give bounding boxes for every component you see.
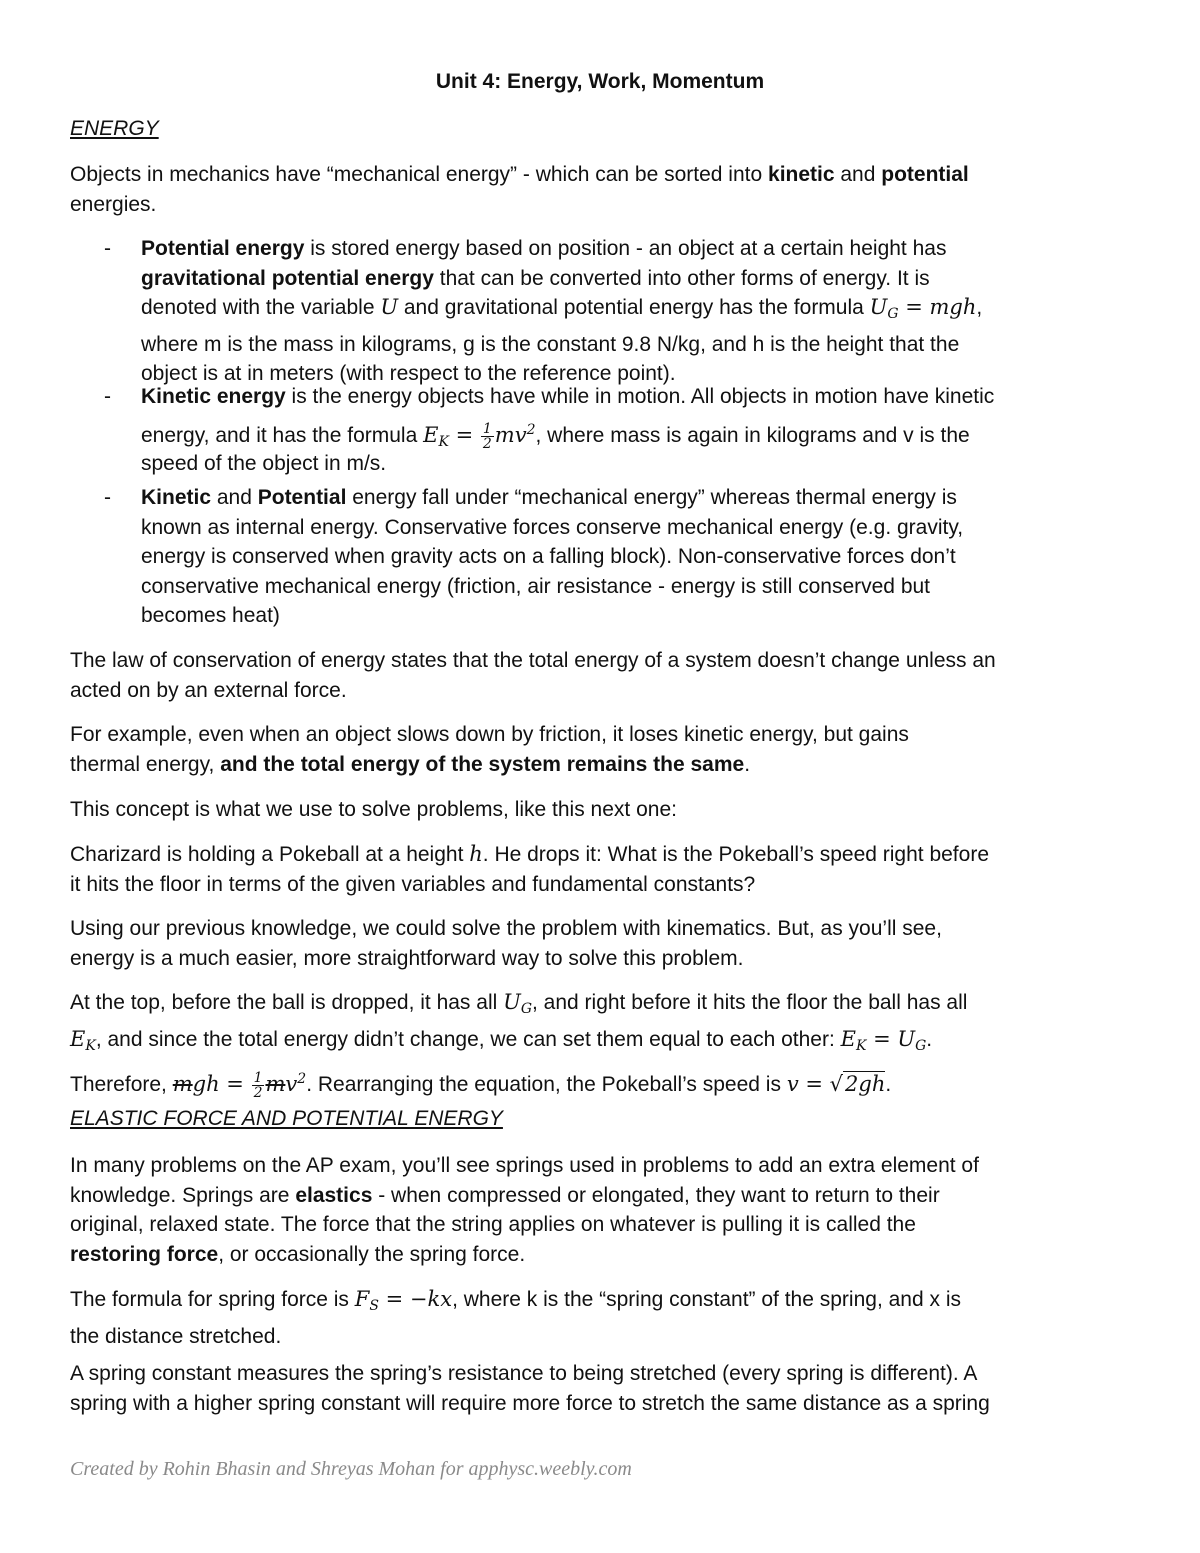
sqrt-symbol: √ [829, 1072, 844, 1096]
equation-speed [787, 1071, 886, 1096]
paragraph-text: energy is a much easier, more straightforward way to solve this problem. [70, 946, 744, 970]
paragraph-text: Charizard is holding a Pokeball at a height [70, 843, 470, 866]
formula-symbol: U [503, 990, 521, 1014]
term-potential: Potential [257, 486, 347, 509]
paragraph-text: . [744, 752, 751, 776]
bullet-text: and gravitational potential energy has the formula [398, 296, 870, 319]
formula-symbol: U [897, 1026, 916, 1051]
symbol-ek [70, 1026, 96, 1054]
paragraph-text: , and right before it hits the floor the ball has all [532, 991, 968, 1014]
bullet-text: where m is the mass in kilograms, g is the constant 9.8 N/kg, and h is the height that the [141, 332, 960, 356]
bullet-marker: - [104, 486, 111, 509]
fraction-numerator: 1 [482, 420, 492, 437]
variable-h: h [469, 842, 483, 866]
paragraph-text: , and since the total energy didn’t change, we can set them equal to each other: [95, 1027, 841, 1051]
cancelled-mass: m [265, 1072, 286, 1096]
bullet-text: is stored energy based on position - an object at a certain height has [304, 237, 947, 260]
formula-v: v [285, 1072, 298, 1096]
paragraph-text: , or occasionally the spring force. [218, 1242, 526, 1266]
spring-constant-paragraph [70, 1359, 1140, 1418]
page-footer: Created by Rohin Bhasin and Shreyas Mohan for apphysc.weebly.com [70, 1458, 632, 1480]
bullet-text: speed of the object in m/s. [141, 451, 387, 475]
bullet-mechanical-energy [141, 483, 1141, 631]
formula-rhs: = −kx [378, 1287, 453, 1311]
intro-kinetic: kinetic [768, 163, 835, 186]
formula-subscript: K [855, 1037, 867, 1054]
term-potential-energy: Potential energy [141, 237, 305, 260]
intro-and: and [834, 163, 882, 186]
paragraph-text: it hits the floor in terms of the given variables and fundamental constants? [70, 872, 756, 896]
formula-symbol: F [354, 1287, 370, 1311]
formula-gh: gh [192, 1072, 220, 1096]
bullet-text: conservative mechanical energy (friction, air resistance - energy is still conserved but [141, 574, 931, 598]
example-paragraph [70, 720, 1140, 779]
term-kinetic: Kinetic [141, 486, 212, 509]
bullet-text: energy fall under “mechanical energy” whereas thermal energy is [346, 486, 957, 509]
intro-paragraph [70, 160, 1140, 219]
formula-equals: = [448, 422, 480, 447]
formula-symbol: U [869, 295, 888, 319]
intro-text-2: energies. [70, 192, 157, 216]
bullet-text: and [211, 486, 258, 509]
fraction-numerator: 1 [253, 1070, 263, 1086]
bullet-text: , where mass is again in kilograms and v is the [535, 423, 970, 447]
formula-ek [423, 420, 536, 452]
fraction-denominator: 2 [482, 435, 492, 452]
paragraph-text: At the top, before the ball is dropped, it has all [70, 991, 504, 1014]
paragraph-text: For example, even when an object slows down by friction, it loses kinetic energy, but gains [70, 723, 909, 746]
term-elastics: elastics [295, 1183, 373, 1207]
symbol-ug [503, 990, 532, 1017]
bullet-kinetic-energy [141, 382, 1141, 478]
bullet-marker: - [104, 385, 111, 408]
sqrt-body: 2gh [845, 1072, 886, 1096]
formula-symbol: E [423, 422, 439, 447]
bullet-text: is the energy objects have while in motion. All objects in motion have kinetic [285, 385, 995, 408]
paragraph-text: Using our previous knowledge, we could solve the problem with kinematics. But, as you’ll see, [70, 917, 942, 940]
bullet-text: denoted with the variable [141, 296, 381, 319]
problem-paragraph [70, 840, 1140, 899]
intro-potential: potential [881, 163, 969, 186]
bullet-text: known as internal energy. Conservative forces conserve mechanical energy (e.g. gravity, [141, 515, 964, 539]
bullet-text: becomes heat) [141, 604, 280, 627]
formula-equals: = [219, 1072, 251, 1096]
paragraph-text: Therefore, [70, 1073, 173, 1096]
bullet-potential-energy [141, 234, 1141, 389]
paragraph-text: The formula for spring force is [70, 1288, 355, 1311]
formula-subscript: G [915, 1037, 927, 1054]
paragraph-text: . [885, 1073, 892, 1096]
fraction-denominator: 2 [253, 1085, 263, 1101]
paragraph-text: . [926, 1027, 933, 1051]
fraction-half [481, 422, 494, 451]
paragraph-text: . He drops it: What is the Pokeball’s speed right before [482, 843, 989, 866]
formula-subscript: G [887, 306, 899, 322]
paragraph-text: The law of conservation of energy states that the total energy of a system doesn’t change unless an [70, 649, 996, 672]
springs-paragraph [70, 1151, 1140, 1269]
formula-symbol: E [840, 1026, 856, 1051]
formula-subscript: K [85, 1037, 96, 1054]
intro-text: Objects in mechanics have “mechanical energy” - which can be sorted into [70, 163, 769, 186]
paragraph-text: - when compressed or elongated, they want to return to their [372, 1183, 940, 1207]
formula-exponent: 2 [526, 421, 536, 438]
paragraph-text: , where k is the “spring constant” of the spring, and x is [452, 1288, 961, 1311]
paragraph-text: thermal energy, [70, 752, 221, 776]
term-gravitational-pe: gravitational potential energy [141, 266, 434, 290]
paragraph-text: spring with a higher spring constant will require more force to stretch the same distance as a spring [70, 1391, 990, 1415]
formula-ug [869, 295, 977, 322]
paragraph-text: the distance stretched. [70, 1324, 282, 1348]
formula-subscript: G [520, 1001, 532, 1017]
concept-paragraph: This concept is what we use to solve problems, like this next one: [70, 798, 677, 821]
bullet-text: that can be converted into other forms of energy. It is [433, 266, 930, 290]
equation-ek-ug [840, 1026, 927, 1054]
bullet-text: , [976, 296, 983, 319]
bullet-text: object is at in meters (with respect to the reference point). [141, 362, 676, 385]
section-heading-energy: ENERGY [70, 117, 159, 140]
variable-u: U [380, 295, 399, 319]
paragraph-text: original, relaxed state. The force that the string applies on whatever is pulling it is called the [70, 1213, 916, 1236]
spring-formula-paragraph [70, 1285, 1140, 1351]
section-heading-elastic: ELASTIC FORCE AND POTENTIAL ENERGY [70, 1107, 503, 1130]
formula-subscript: K [438, 433, 449, 450]
formula-rhs: = mgh [898, 295, 977, 319]
paragraph-text: In many problems on the AP exam, you’ll see springs used in problems to add an extra element of [70, 1154, 979, 1177]
bullet-marker: - [104, 237, 111, 260]
bullet-text: energy, and it has the formula [141, 423, 424, 447]
formula-subscript: S [369, 1298, 379, 1314]
approach-paragraph [70, 914, 1140, 973]
paragraph-text: . Rearranging the equation, the Pokeball’s speed is [306, 1073, 787, 1096]
formula-equals: = [866, 1026, 898, 1051]
paragraph-text: A spring constant measures the spring’s resistance to being stretched (every spring is different). A [70, 1362, 978, 1385]
formula-fs [354, 1287, 453, 1314]
bullet-formula-line [141, 412, 1141, 452]
term-kinetic-energy: Kinetic energy [141, 385, 286, 408]
term-restoring-force: restoring force [70, 1242, 219, 1266]
page-title: Unit 4: Energy, Work, Momentum [435, 70, 765, 93]
cancelled-mass: m [172, 1072, 193, 1096]
paragraph-text: knowledge. Springs are [70, 1183, 296, 1207]
bullet-text: energy is conserved when gravity acts on a falling block). Non-conservative forces don’t [141, 545, 956, 568]
solution-paragraph [70, 988, 1140, 1101]
bold-statement: and the total energy of the system remains the same [220, 752, 745, 776]
formula-equals: = [798, 1072, 830, 1096]
formula-mv: mv [494, 422, 527, 447]
fraction-half [252, 1071, 265, 1100]
equation-line [70, 1061, 1140, 1101]
formula-v: v [786, 1072, 799, 1096]
conservation-paragraph [70, 646, 1140, 705]
formula-symbol: E [70, 1026, 86, 1051]
formula-exponent: 2 [297, 1071, 307, 1087]
paragraph-text: acted on by an external force. [70, 678, 347, 702]
equation-energy-balance [172, 1070, 307, 1101]
